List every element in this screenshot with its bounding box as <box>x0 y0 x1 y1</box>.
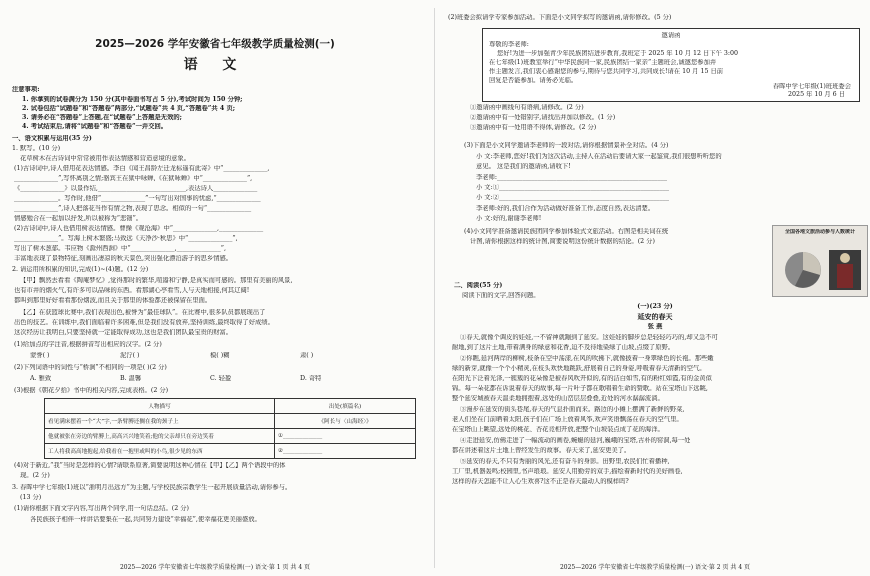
section-2-sub: 阅读下面的文字,回答问题。 <box>462 292 540 299</box>
q1-line: ______________”,写怀离别之情;骆宾王在狱中咏蝉,《在狱咏蝉》中“______________”, <box>14 175 253 182</box>
q1-intro: 花草树木在古诗词中常常被用作表达情感和营造意境的意象。 <box>20 155 191 162</box>
q3-4-line: 计图,请你根据这样的统计图,简要说明这份统计数据的结论。(2 分) <box>470 238 655 245</box>
letter-date: 2025 年 10 月 6 日 <box>788 91 845 98</box>
q1-line: ______________”,诗人把落花当作有情之物,表现了思念。相似的一句“______________ <box>14 205 252 212</box>
dialog-line: 意见。 这是我们的邀请函,请收下! <box>476 163 571 170</box>
dialog-line: 李老师:好的,我们合作为活动做好准备工作,态度自然,表达清楚。 <box>476 205 655 212</box>
dialog-line: 小 文:好的,谢谢李老师! <box>476 215 542 222</box>
q1-line: 《______________》以景作结,____________________________,表达诗人______________ <box>14 185 258 192</box>
pie-chart-graphic <box>773 226 867 296</box>
reading-line: 在宝塔山上眺望,远处的桃花、杏花竞相开放,把整个山坡装点成了花的海洋。 <box>452 426 664 433</box>
reading-line: ①春天,就像个调皮的娃娃,一不留神就蹦到了延安。这娃娃的脚步总是轻轻巧巧的,却又急不可 <box>460 334 718 341</box>
q1-title: 1. 默写。(10 分) <box>12 145 61 152</box>
table-header-row <box>45 399 416 414</box>
letter-greeting: 尊敬的李老师: <box>489 41 529 48</box>
dialog-line: 李老师:______________________________________________________ <box>476 174 668 181</box>
q3-2-item: ②邀请函中有一处错别字,请找出并加以修改。(1 分) <box>470 114 616 121</box>
page-footer: 2025—2026 学年安徽省七年级教学质量检测(一) 语文·第 2 页 共 4 页 <box>559 564 751 571</box>
dialog-line: 小 文:李老师,您好!我们为这次活动,主持人在活动后要请大家一起鉴赏,我们很想听听您的 <box>476 153 722 160</box>
letter-line: 在七年级(1)班教室举行“中华民族同一家,民族团结一家亲”主题班会,诚邀您参加并 <box>489 59 717 66</box>
pinyin-item: 蒙誉( ) <box>30 352 50 359</box>
reading-line: 工厂里,机器轰鸣;校园里,书声琅琅。延安人用勤劳的双手,描绘着新时代的美好画卷, <box>452 468 683 475</box>
reading-line: 耐地,到了这片土地,带着满身的绿意和花香,迫不及待地染绿了山坡,点缀了原野。 <box>452 344 675 351</box>
page-footer: 2025—2026 学年安徽省七年级教学质量检测(一) 语文·第 1 页 共 4 页 <box>119 564 311 571</box>
invitation-letter <box>482 28 860 102</box>
option-c: C. 轻盈 <box>210 375 232 382</box>
reading-line: ③漫步在延安的街头巷尾,春天的气息扑面而来。路边的小摊上摆满了新鲜的野菜, <box>460 406 685 413</box>
reading-line: ②你瞧,延河两岸的柳树,枝条在空中荡漾,在风的吹拂下,就像披着一身翠绿色的长袍。那些嫩 <box>460 355 714 362</box>
table-cell: 工人将我高高地抱起,给我看在一抱里或叫的小鸟,很少见的东西 <box>45 444 275 459</box>
chaohua-table <box>44 398 416 459</box>
table-header: 人物描写 <box>45 399 275 414</box>
passage-jia-line: 都叫到那里好好看看那份烟波,而且关于那里的体验都还被保留在里面。 <box>14 297 212 304</box>
letter-signature: 春晖中学七年级(1)班班委会 <box>772 83 851 90</box>
letter-line: 回复是否能参加。请务必光临。 <box>489 77 578 84</box>
q2-4-line: (4)对于新近,“我”当时是怎样的心情?请联系原著,简要说明这种心情在【甲】【乙】两个语段中的体 <box>14 462 286 469</box>
reading-author: 张 燕 <box>647 323 663 330</box>
option-a: A. 雅致 <box>30 375 52 382</box>
table-cell: 他就被张在旁边的臂膊上,高高兴兴地笑着;他的父亲却只在旁边笑着 <box>45 429 275 444</box>
q3-2-item: ①邀请函中画线句有语病,请修改。(2 分) <box>470 104 584 111</box>
q3-3: (3)下面是小文同学邀请李老师的一段对话,请你根据情景补全对话。(4 分) <box>464 142 669 149</box>
page-1 <box>0 0 430 576</box>
table-row <box>45 444 416 459</box>
reading-part: (一)(23 分) <box>637 303 673 310</box>
q1-line: (1)古诗词中,诗人借用花表达情感。李白《闻王昌龄左迁龙标遥有此寄》中“______________, <box>14 165 270 172</box>
passage-yi-line: 这次经历让我明白,只要坚持就一定能取得成功,这也是我们团队最宝贵的财富。 <box>14 329 233 336</box>
q1-line: 情感勉合在一起加以抒发,所以被称为“悲钿”。 <box>14 215 143 222</box>
table-row <box>45 429 416 444</box>
q1-line: 写出了树木葱郁。韦应物《滁州西涧》中“______________,______________”, <box>14 245 226 252</box>
q3-title: 3. 春晖中学七年级(1)班以“浙明月出远方”为主题,与学校民族宗教学生一起开展质量活动,请你参与。 <box>12 484 292 491</box>
pinyin-item: 泥泞( ) <box>120 352 140 359</box>
q1-line: ______________。写作时,他借“______________”一句写出对国事的忧虑,“______________ <box>14 195 261 202</box>
table-header: 出处(填篇名) <box>275 399 416 414</box>
section-1-heading: 一、语文积累与运用(35 分) <box>12 135 92 142</box>
q2-title: 2. 请运用所积累的知识,完成(1)~(4)题。(12 分) <box>12 266 149 273</box>
passage-jia-line: 【甲】飘然去看看《陶庵梦忆》,觉得那时的繁华,喧嚣和宁静,是真实而可感的。那里有美丽的风景, <box>20 277 293 284</box>
pinyin-item: 肃( ) <box>300 352 314 359</box>
note-line: 4. 考试结束后,请将“试题卷”和“答题卷”一并交回。 <box>22 123 168 130</box>
subject-title: 语 文 <box>183 57 247 73</box>
passage-jia-line: 也有市井的烟火气,有许多可以品味的东西。看那湖心亭看雪,人与天地相接,何其辽阔! <box>14 287 250 294</box>
passage-yi-line: 出色的技艺。在训练中,我们面临着许多困难,但是我们没有放弃,坚持训练,最终取得了好成绩。 <box>14 319 274 326</box>
note-line: 1. 你拿到的试卷满分为 150 分(其中卷面书写占 5 分),考试时间为 150 分钟; <box>22 96 243 103</box>
reading-line: 这样的春天怎能不让人心生欢喜?这不正是春天最动人的模样吗? <box>452 478 629 485</box>
q3-1: (1)请你根据下面文字内容,写出两个同学,用一句话总结。(2 分) <box>14 505 189 512</box>
q3-1-text: 各民族孩子相伴一样讲话要集在一起,共同努力建设“幸福花”,使幸福花更美丽盛放。 <box>30 516 261 523</box>
pinyin-item: 模( )糊 <box>210 352 230 359</box>
page-divider <box>434 8 435 568</box>
notes-title: 注意事项: <box>12 86 40 93</box>
q2-1: (1)给加点的字注音,根据拼音写出相应的汉字。(2 分) <box>14 341 162 348</box>
reading-line: 锦。每一朵花都在诉说着春天的故事,每一片叶子都在歌唱着生命的赞歌。站在宝塔山下远眺, <box>452 385 708 392</box>
q2-4-line: 现。(2 分) <box>20 472 50 479</box>
q1-line: ______________”。写海上树木繁盛;马致远《天净沙·秋思》中“______________”, <box>14 235 238 242</box>
reading-line: 绿的新芽,就像一个个小精灵,在枝头欢快地跳跃,舒展着自己的身姿,呼吸着春天清新的空气。 <box>452 365 706 372</box>
q3-2: (2)班委会拟请学专家参加活动。下面是小文同学拟写的邀请函,请你修改。(5 分) <box>448 14 672 21</box>
reading-line: ⑤延安的春天,不只有秀丽的风光,还有奋斗的身影。田野里,农民们忙着播种, <box>460 458 670 465</box>
reading-line: 老人们坐在门前晒着太阳,孩子们在广场上放着风筝,欢声笑语飘荡在春天的空气里。 <box>452 416 683 423</box>
reading-line: 整个延安城被春天温柔地拥抱着,远处的山峦层层叠叠,近处的河水潺潺流淌。 <box>452 395 664 402</box>
reading-line: ④走进延安,仿佛走进了一幅流动的画卷,蜿蜒的延河,巍峨的宝塔,古朴的窑洞,每一处 <box>460 437 691 444</box>
q3-2-item: ③邀请函中有一处用语不得体,请修改。(2 分) <box>470 124 597 131</box>
q3-4-line: (4)小文同学准备邀请民族团同学参加体验式文旅活动。右图是相关词在统 <box>464 228 669 235</box>
letter-title: 邀请函 <box>661 32 681 39</box>
option-d: D. 奇特 <box>300 375 322 382</box>
note-line: 2. 试卷包括“试题卷”和“答题卷”两部分,“试题卷”共 4 页,“答题卷”共 4 页; <box>22 105 236 112</box>
reading-line: 在阳光下泛着光泽,一簇簇的花朵像是被春风吹开似的,有的洁白如雪,有的粉红如霞,有的金黄似 <box>452 375 712 382</box>
q1-line: (2)古诗词中,诗人也借用树表达情感。曹操《观沧海》中“______________,______________ <box>14 225 264 232</box>
statistics-illustration <box>772 225 868 297</box>
table-cell: 看见满床摆着一个“大”字,一条臂膊还搁在我的颈子上 <box>45 414 275 429</box>
dialog-line: 小 文:②______________________________________________________ <box>476 194 670 201</box>
letter-line: 您好!为进一步加强青少年民族团结进步教育,我班定于 2025 年 10 月 12 日下午 3:00 <box>497 50 739 57</box>
illustration-caption: 全国各地文旅活动参与人数统计 <box>784 229 855 235</box>
letter-line: 作主题发言,我们衷心感谢您的参与,期待与您共同学习,共同成长!请在 10 月 15 日前 <box>489 68 724 75</box>
note-line: 3. 请务必在“答题卷”上答题,在“试题卷”上答题是无效的; <box>22 114 183 121</box>
section-2-heading: 二、阅读(55 分) <box>454 282 503 289</box>
q3-sub: (13 分) <box>20 494 42 501</box>
table-cell: ②______________ <box>275 444 416 459</box>
table-row <box>45 414 416 429</box>
reading-line: 都在讲述着这片土地上曾经发生的故事。春天来了,延安更美了。 <box>452 447 631 454</box>
q2-3: (3)根据《朝花夕拾》书中的相关内容,完成表格。(2 分) <box>14 387 169 394</box>
table-cell: ①______________ <box>275 429 416 444</box>
q2-2: (2)下列词语中的词性与“桥涧”不相同的一项是( )(2 分) <box>14 364 167 371</box>
q1-line: 丰富地表现了景物特征,刻画出凄凉的秋天景色,突出强化漂泊游子的思乡情感。 <box>14 255 233 262</box>
passage-yi-line: 【乙】在获篮球比赛中,我们表现出色,被誉为“最佳球队”。在比赛中,很多队员都展现出了 <box>20 309 266 316</box>
option-b: B. 温馨 <box>120 375 142 382</box>
dialog-line: 小 文:①______________________________________________________ <box>476 184 670 191</box>
reading-title: 延安的春天 <box>637 313 673 321</box>
table-cell: 《阿长与〈山海经〉》 <box>275 414 416 429</box>
exam-header: 2025—2026 学年安徽省七年级教学质量检测(一) <box>95 38 335 50</box>
